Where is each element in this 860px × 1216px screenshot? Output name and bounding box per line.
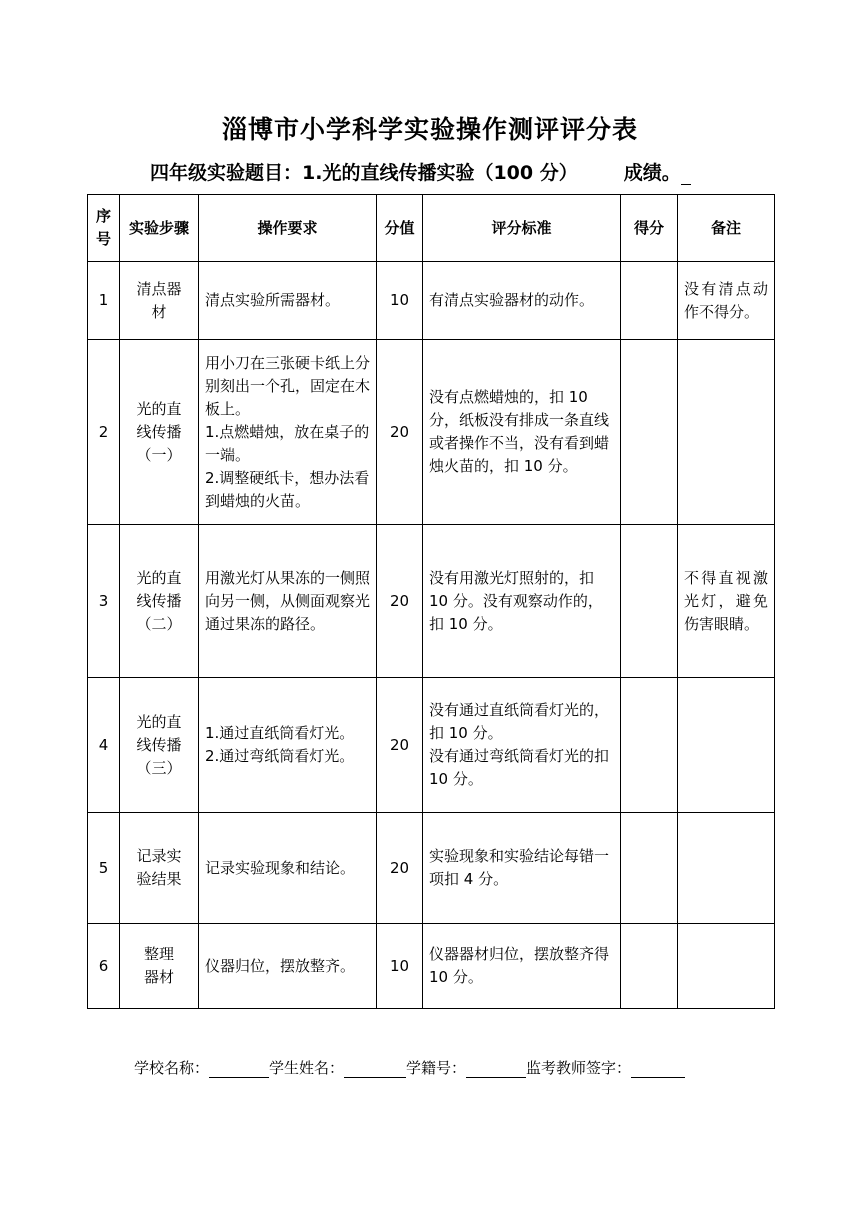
- row-criteria: 有清点实验器材的动作。: [423, 262, 621, 340]
- header-score: 得分: [621, 195, 678, 262]
- row-remark: [678, 340, 775, 525]
- school-label: 学校名称：: [134, 1059, 210, 1077]
- header-points: 分值: [377, 195, 423, 262]
- row-points: 10: [377, 924, 423, 1009]
- row-step: 光的直 线传播 （二）: [120, 525, 199, 678]
- row-requirement: 清点实验所需器材。: [199, 262, 377, 340]
- score-blank[interactable]: [681, 168, 691, 185]
- table-row: [88, 525, 775, 678]
- table-row: [88, 924, 775, 1009]
- row-points: 10: [377, 262, 423, 340]
- row-remark: [678, 678, 775, 813]
- row-step: 整理 器材: [120, 924, 199, 1009]
- header-requirement: 操作要求: [199, 195, 377, 262]
- row-requirement: 记录实验现象和结论。: [199, 813, 377, 924]
- row-no: 2: [88, 340, 120, 525]
- row-remark: [678, 924, 775, 1009]
- scoring-table: [87, 194, 775, 1009]
- row-no: 4: [88, 678, 120, 813]
- row-score-cell[interactable]: [621, 813, 678, 924]
- table-row: [88, 678, 775, 813]
- row-remark: 不得直视激光灯，避免伤害眼睛。: [678, 525, 775, 678]
- table-row: [88, 813, 775, 924]
- table-row: [88, 262, 775, 340]
- student-label: 学生姓名：: [269, 1059, 345, 1077]
- table-header-row: [88, 195, 775, 262]
- row-no: 6: [88, 924, 120, 1009]
- row-score-cell[interactable]: [621, 525, 678, 678]
- row-no: 1: [88, 262, 120, 340]
- experiment-subtitle: [150, 158, 691, 185]
- row-requirement: 仪器归位，摆放整齐。: [199, 924, 377, 1009]
- row-points: 20: [377, 340, 423, 525]
- row-criteria: 仪器器材归位，摆放整齐得 10 分。: [423, 924, 621, 1009]
- student-id-blank[interactable]: [466, 1061, 526, 1078]
- signature-footer: [134, 1057, 685, 1078]
- student-blank[interactable]: [344, 1061, 406, 1078]
- header-no: 序号: [88, 195, 120, 262]
- row-criteria: 没有点燃蜡烛的，扣 10 分，纸板没有排成一条直线或者操作不当，没有看到蜡烛火苗的，扣 10 分。: [423, 340, 621, 525]
- row-score-cell[interactable]: [621, 678, 678, 813]
- row-criteria: 实验现象和实验结论每错一项扣 4 分。: [423, 813, 621, 924]
- row-requirement: 1.通过直纸筒看灯光。 2.通过弯纸筒看灯光。: [199, 678, 377, 813]
- row-step: 清点器 材: [120, 262, 199, 340]
- row-remark: [678, 813, 775, 924]
- teacher-label: 监考教师签字：: [526, 1059, 632, 1077]
- table-row: [88, 340, 775, 525]
- row-points: 20: [377, 525, 423, 678]
- row-score-cell[interactable]: [621, 262, 678, 340]
- row-no: 5: [88, 813, 120, 924]
- row-points: 20: [377, 678, 423, 813]
- experiment-title: 四年级实验题目：1.光的直线传播实验（100 分）: [150, 162, 578, 184]
- score-label: 成绩。: [623, 162, 681, 184]
- page-title: 淄博市小学科学实验操作测评评分表: [221, 115, 638, 144]
- teacher-signature-blank[interactable]: [631, 1061, 685, 1078]
- row-points: 20: [377, 813, 423, 924]
- student-id-label: 学籍号：: [406, 1059, 467, 1077]
- header-remark: 备注: [678, 195, 775, 262]
- row-step: 记录实 验结果: [120, 813, 199, 924]
- row-requirement: 用小刀在三张硬卡纸上分别刻出一个孔，固定在木板上。 1.点燃蜡烛，放在桌子的一端。 2.调整硬纸卡，想办法看到蜡烛的火苗。: [199, 340, 377, 525]
- row-remark: 没有清点动作不得分。: [678, 262, 775, 340]
- header-step: 实验步骤: [120, 195, 199, 262]
- row-criteria: 没有通过直纸筒看灯光的，扣 10 分。 没有通过弯纸筒看灯光的扣 10 分。: [423, 678, 621, 813]
- row-requirement: 用激光灯从果冻的一侧照向另一侧，从侧面观察光通过果冻的路径。: [199, 525, 377, 678]
- row-no: 3: [88, 525, 120, 678]
- row-criteria: 没有用激光灯照射的，扣 10 分。没有观察动作的，扣 10 分。: [423, 525, 621, 678]
- header-criteria: 评分标准: [423, 195, 621, 262]
- school-blank[interactable]: [209, 1061, 269, 1078]
- row-step: 光的直 线传播 （三）: [120, 678, 199, 813]
- row-score-cell[interactable]: [621, 340, 678, 525]
- row-score-cell[interactable]: [621, 924, 678, 1009]
- row-step: 光的直 线传播 （一）: [120, 340, 199, 525]
